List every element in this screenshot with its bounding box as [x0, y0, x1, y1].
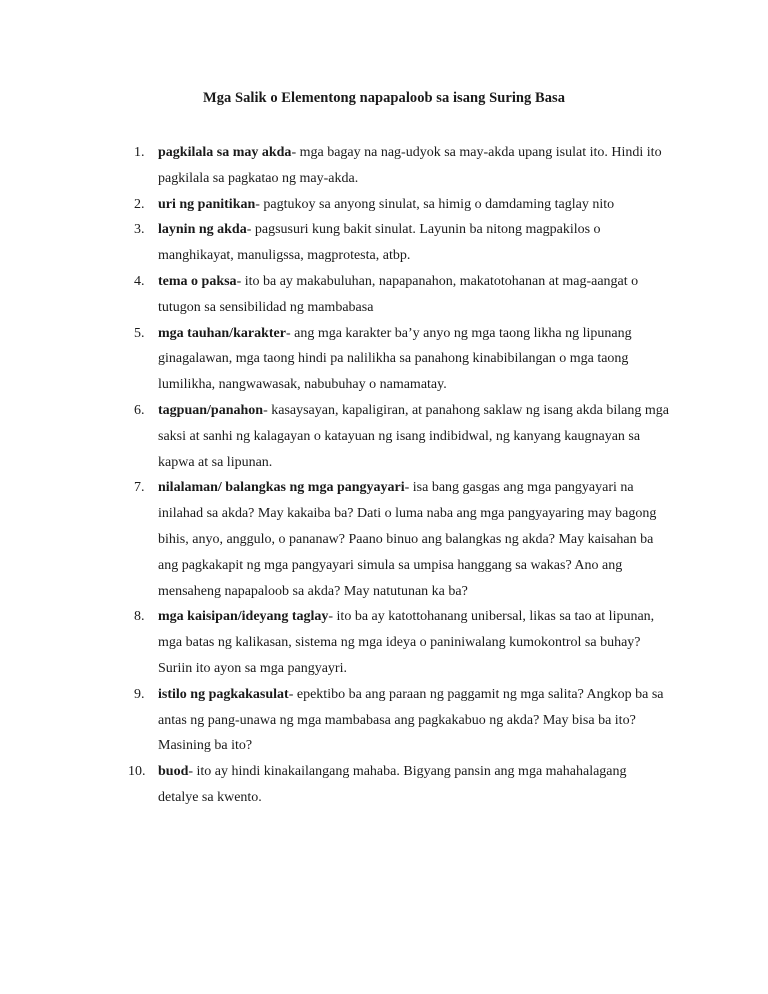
item-term: tema o paksa: [158, 273, 237, 289]
item-number: 2.: [134, 196, 145, 212]
item-description: - isa bang gasgas ang mga pangyayari na inilahad sa akda? May kakaiba ba? Dati o luma naba ang mga pangyayaring may bagong bihis, anyo, anggulo, o pananaw? Paano binuo ang balangkas ng akda? May kaisahan ba ang pagkakapit ng mga pangyayari simula sa umpisa hanggang sa wakas? Ano ang mensaheng napapaloob sa akda? May natutunan ka ba?: [158, 480, 657, 599]
item-description: - ito ba ay katottohanang unibersal, likas sa tao at lipunan, mga batas ng kalikasan, sistema ng mga ideya o paniniwalang kumokontrol sa buhay? Suriin ito ayon sa mga pangyayri.: [158, 609, 655, 676]
item-term: nilalaman/ balangkas ng mga pangyayari: [158, 480, 405, 496]
item-term: laynin ng akda: [158, 222, 247, 238]
item-number: 3.: [134, 222, 145, 238]
item-term: pagkilala sa may akda: [158, 145, 292, 160]
item-term: tagpuan/panahon: [158, 402, 264, 418]
item-number: 4.: [134, 273, 145, 289]
list-item: [0, 759, 670, 811]
list-item: [0, 269, 670, 321]
item-number: 1.: [134, 145, 145, 160]
item-number: 10.: [128, 764, 146, 780]
list-item: [0, 398, 670, 475]
item-term: uri ng panitikan: [158, 196, 256, 212]
item-description: - ito ba ay makabuluhan, napapanahon, makatotohanan at mag-aangat o tutugon sa sensibilidad ng mambabasa: [158, 273, 639, 315]
item-term: mga tauhan/karakter: [158, 325, 286, 341]
elements-list: [0, 140, 768, 811]
list-item: [0, 217, 670, 269]
item-description: - epektibo ba ang paraan ng paggamit ng mga salita? Angkop ba sa antas ng pang-unawa ng mga mambabasa ang pagkakabuo ng akda? May bisa ba ito? Masining ba ito?: [158, 686, 664, 754]
item-description: - kasaysayan, kapaligiran, at panahong saklaw ng isang akda bilang mga saksi at sanhi ng kalagayan o katayuan ng isang indibidwal, ng kanyang kaugnayan sa kapwa at sa lipunan.: [158, 402, 669, 470]
item-number: 8.: [134, 609, 145, 625]
item-description: - ang mga karakter ba’y anyo ng mga taong likha ng lipunang ginagalawan, mga taong hindi pa nalilikha sa panahong kinabibilangan o mga taong lumilikha, nangwawasak, nabubuhay o namamatay.: [158, 325, 632, 393]
item-description: - mga bagay na nag-udyok sa may-akda upang isulat ito. Hindi ito pagkilala sa pagkatao ng may-akda.: [158, 145, 662, 186]
list-item: [0, 140, 670, 192]
item-number: 7.: [134, 480, 145, 496]
item-description: - pagsusuri kung bakit sinulat. Layunin ba nitong magpakilos o manghikayat, manuligssa, magprotesta, atbp.: [158, 222, 601, 264]
item-description: - pagtukoy sa anyong sinulat, sa himig o damdaming taglay nito: [255, 196, 615, 212]
list-item: [0, 682, 670, 759]
item-description: - ito ay hindi kinakailangang mahaba. Bigyang pansin ang mga mahahalagang detalye sa kwento.: [158, 764, 627, 805]
list-item: [0, 604, 670, 681]
document-title: Mga Salik o Elementong napapaloob sa isang Suring Basa: [202, 90, 566, 106]
list-item: [0, 321, 670, 398]
item-number: 9.: [134, 686, 145, 702]
item-number: 6.: [134, 402, 145, 418]
item-number: 5.: [134, 325, 145, 341]
list-item: [0, 192, 670, 218]
item-term: buod: [158, 764, 189, 780]
item-term: istilo ng pagkakasulat: [158, 686, 289, 702]
list-item: [0, 475, 670, 604]
item-term: mga kaisipan/ideyang taglay: [158, 609, 329, 625]
